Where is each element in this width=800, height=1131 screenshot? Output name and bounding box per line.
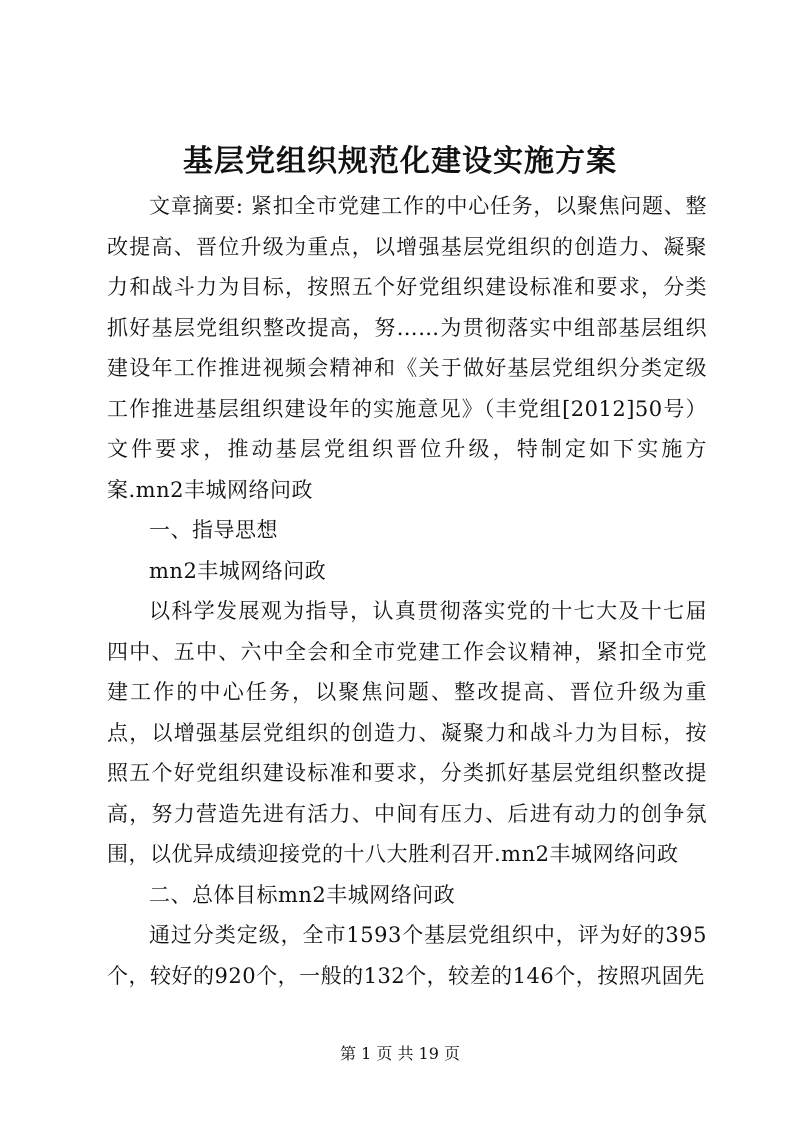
document-title: 基层党组织规范化建设实施方案: [183, 144, 617, 179]
section-heading-overall-goal: 二、总体目标mn2丰城网络问政: [149, 882, 456, 907]
paragraph-guiding-ideology: 以科学发展观为指导，认真贯彻落实党的十七大及十七届四中、五中、六中全会和全市党建工作会议精神，紧扣全市党建工作的中心任务，以聚焦问题、整改提高、晋位升级为重点，以增强基层党组织的创造力、凝聚力和战斗力为目标，按照五个好党组织建设标准和要求，分类抓好基层党组织整改提高，努力营造先进有活力、中间有压力、后进有动力的创争氛围，以优异成绩迎接党的十八大胜利召开.mn2丰城网络问政: [107, 599, 707, 866]
document-body: [107, 186, 707, 996]
paragraph-abstract: 文章摘要: 紧扣全市党建工作的中心任务，以聚焦问题、整改提高、晋位升级为重点，以增强基层党组织的创造力、凝聚力和战斗力为目标，按照五个好党组织建设标准和要求，分类抓好基层党组织整改提高，努……为贯彻落实中组部基层组织建设年工作推进视频会精神和《关于做好基层党组织分类定级工作推进基层组织建设年的实施意见》（丰党组[2012]50号）文件要求，推动基层党组织晋位升级，特制定如下实施方案.mn2丰城网络问政: [107, 194, 707, 502]
section-heading-guiding-ideology: 一、指导思想: [149, 518, 278, 542]
page-footer: 第 1 页 共 19 页: [340, 1044, 460, 1063]
paragraph-watermark-note: mn2丰城网络问政: [149, 558, 327, 583]
paragraph-overall-goal: 通过分类定级，全市1593个基层党组织中，评为好的395个，较好的920个，一般的132个，较差的146个，按照巩固先: [107, 923, 707, 988]
